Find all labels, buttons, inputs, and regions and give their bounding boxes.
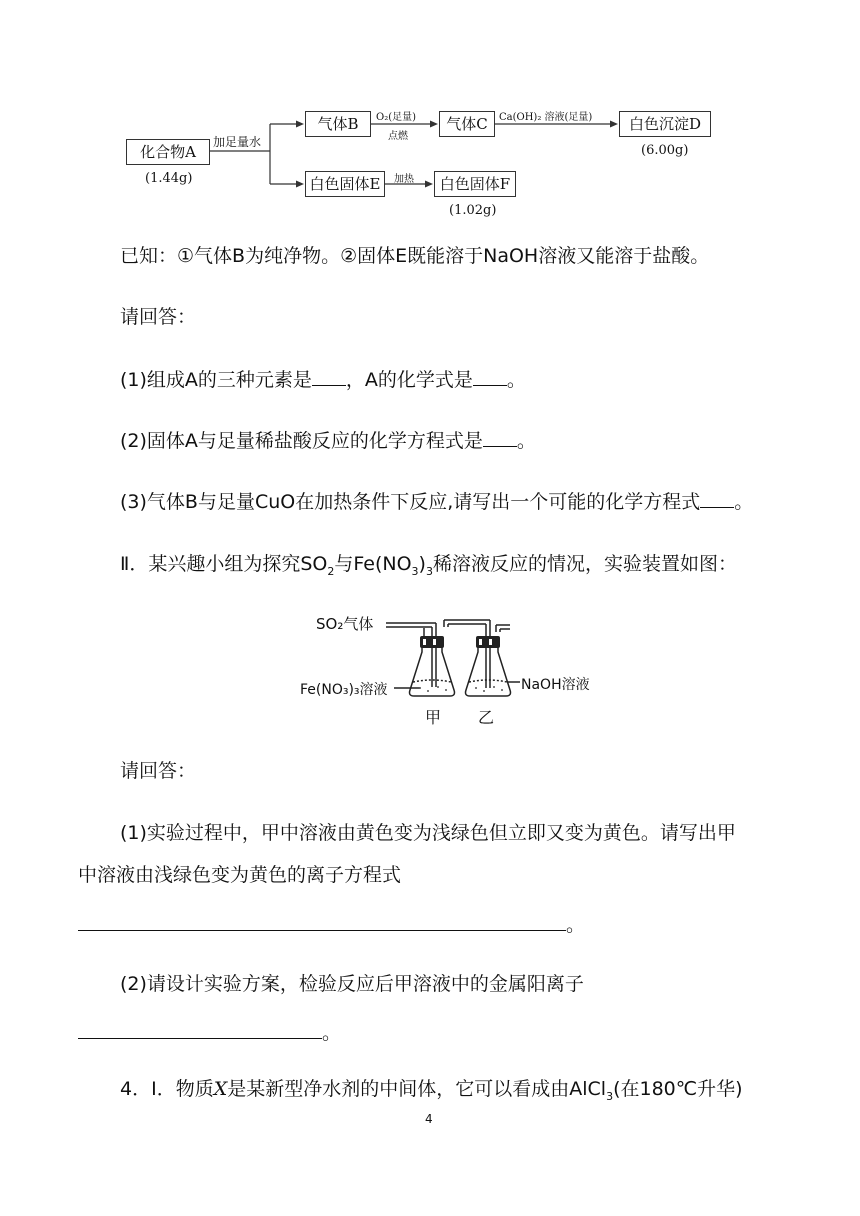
- flask-yi-label: 乙: [478, 708, 495, 727]
- gas-c-box: 气体C: [439, 111, 495, 137]
- q1-part-b: ，A的化学式是: [345, 369, 473, 391]
- mass-f: (1.02g): [449, 203, 497, 218]
- so2-gas-label: SO₂气体: [316, 615, 374, 633]
- question-5-line2: [78, 1020, 341, 1046]
- answer-blank[interactable]: [700, 507, 734, 508]
- subscript: 2: [327, 564, 335, 578]
- question-4-line1: (1)实验过程中，甲中溶液由黄色变为浅绿色但立即又变为黄色。请写出甲: [120, 822, 736, 844]
- subscript: 3: [425, 564, 433, 578]
- q1-part-c: 。: [506, 369, 526, 391]
- part2-text-a: Ⅱ．某兴趣小组为探究SO: [120, 553, 328, 575]
- answer-blank[interactable]: [483, 446, 517, 447]
- q4-end: 。: [566, 914, 586, 936]
- flask-jia-label: 甲: [425, 708, 442, 727]
- q6-variable: X: [213, 1078, 228, 1100]
- answer-blank[interactable]: [78, 930, 566, 931]
- mass-d: (6.00g): [641, 143, 689, 158]
- mass-a: (1.44g): [145, 171, 193, 186]
- answer-blank[interactable]: [78, 1038, 322, 1039]
- q2-part-b: 。: [516, 430, 536, 452]
- q1-part-a: (1)组成A的三种元素是: [120, 369, 312, 391]
- solid-e-box: 白色固体E: [305, 171, 385, 197]
- answer-blank[interactable]: [312, 385, 346, 386]
- question-2: [120, 428, 536, 454]
- answer-blank[interactable]: [473, 385, 507, 386]
- add-water-label: 加足量水: [213, 135, 262, 149]
- q6-part-b: 是某新型净水剂的中间体，它可以看成由AlCl: [227, 1078, 607, 1100]
- part2-text-d: 稀溶液反应的情况，实验装置如图：: [432, 553, 737, 575]
- known-statement: 已知：①气体B为纯净物。②固体E既能溶于NaOH溶液又能溶于盐酸。: [120, 245, 710, 267]
- heat-label: 加热: [394, 174, 414, 185]
- subscript: 3: [606, 1089, 614, 1103]
- ignite-label: 点燃: [388, 131, 408, 142]
- subscript: 3: [411, 564, 419, 578]
- gas-b-box: 气体B: [305, 111, 371, 137]
- question-4-line3: [78, 912, 585, 938]
- part2-text-c: ): [418, 553, 426, 575]
- answer-prompt-2: 请回答：: [120, 760, 197, 782]
- answer-prompt-1: 请回答：: [120, 306, 197, 328]
- q3-part-a: (3)气体B与足量CuO在加热条件下反应,请写出一个可能的化学方程式: [120, 491, 701, 513]
- o2-label: O₂(足量): [376, 112, 417, 123]
- q6-part-a: 4．I．物质: [120, 1078, 214, 1100]
- question-1: [120, 367, 526, 393]
- fe-solution-label: Fe(NO₃)₃溶液: [300, 682, 388, 698]
- question-5-line1: (2)请设计实验方案，检验反应后甲溶液中的金属阳离子: [120, 973, 584, 995]
- page-number: 4: [425, 1112, 433, 1126]
- question-3: [120, 489, 753, 515]
- question-4-line2: 中溶液由浅绿色变为黄色的离子方程式: [78, 864, 402, 886]
- part2-text-b: 与Fe(NO: [334, 553, 412, 575]
- caoh-label: Ca(OH)₂ 溶液(足量): [499, 112, 593, 123]
- q2-part-a: (2)固体A与足量稀盐酸反应的化学方程式是: [120, 430, 483, 452]
- flowchart-connectors: [0, 0, 860, 230]
- solid-f-box: 白色固体F: [434, 171, 516, 197]
- q3-part-b: 。: [734, 491, 754, 513]
- precip-d-box: 白色沉淀D: [619, 111, 711, 137]
- question-6: [120, 1076, 743, 1110]
- q6-part-c: (在180℃升华): [613, 1078, 743, 1100]
- compound-a-box: 化合物A: [126, 139, 210, 165]
- q5-end: 。: [322, 1022, 342, 1044]
- part2-intro: [120, 551, 737, 585]
- naoh-solution-label: NaOH溶液: [521, 677, 590, 693]
